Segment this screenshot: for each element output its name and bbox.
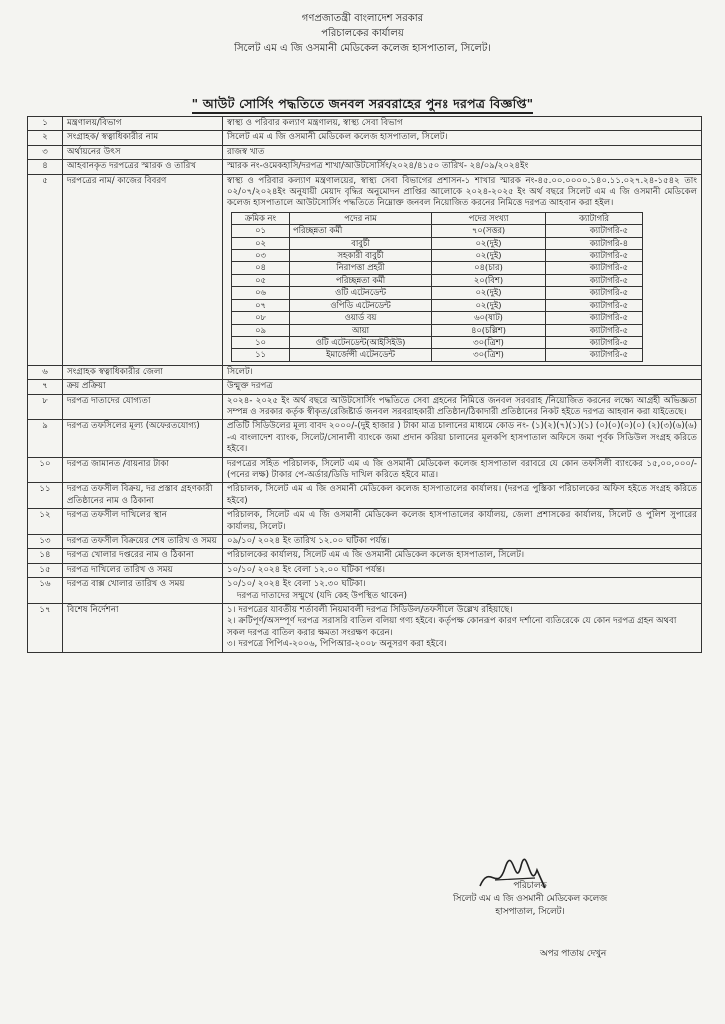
posts-row: ০২ বাবুর্চী ০২(দুই) ক্যাটাগরি-৪ [232,237,643,249]
special-instructions: ১। দরপত্রের যাবতীয় শর্তাবলী নিয়মাবলী দরপত্র সিডিউল/তফসীলে উল্লেখ রহিয়াছে। ২। ক্রটিপূর্ণ/অসম্পূর্ণ দরপত্র সরাসরি বাতিল বলিয়া গণ্য হইবে। কর্তৃপক্ষ কোনরূপ কারণ দর্শানো ব্যতিরেকে যে কোন দরপত্র গ্রহন অথবা সকল দরপত্র বাতিল করার ক্ষমতা সংরক্ষণ করেন। ৩। দরপত্রে পিপিএ-২০০৬, পিপিআর-২০০৮ অনুসরণ করা হইবে। [223,604,702,653]
table-row: ৬ সংগ্রাহক স্বত্বাধিকারীর জেলা সিলেট। [28,365,702,379]
tender-description-cell: স্বাস্থ্য ও পরিবার কল্যাণ মন্ত্রণালয়ের, স্বাস্থ্য সেবা বিভাগের প্রশাসন-১ শাখার স্মারক নং-৪৫.০০.০০০০.১৪০.১১.০২৭.২৪-১৫৪২ তাং ০২/০৭/২০২৪ইং অনুযায়ী মেয়াদ বৃদ্ধির অনুমোদন প্রাপ্তির আলোকে ২০২৪-২০২৫ ইং অর্থ বছরে সিলেট এম এ জি ওসমানী মেডিকেল কলেজ হাসপাতালে আউটসোর্সিং পদ্ধতিতে নিম্নোক্ত জনবল নিয়োজিত করনের নিমিত্তে দরপত্র আহবান করা হইল। ক্রমিক নং পদের নাম পদের সংখ্যা ক্যাটাগরি ০১ পরিচ্ছন্নতা কর্মী ৭০(সত্তর) ক্যাটাগরি-৫ ০২ বাবুর্চী ০২(দুই) ক্যাটাগরি-৪ ০৩ সহকারী বাবুর্চী ০২(দুই) ক্যাটাগরি-৫ ০৪ নিরাপত্তা প্রহরী ০৪(চার) ক্যাটাগরি-৫ ০৫ পরিচ্ছন্নতা কর্মী ২০(বিশ) ক্যাটাগরি-৫ ০৬ ওটি এটেনডেন্ট ০২(দুই) ক্যাটাগরি-৫ ০৭ ওপিডি এটেনডেন্ট ০২(দুই) ক্যাটাগরি-৫ ০৮ ওয়ার্ড বয় ৬০(ষাট) ক্যাটাগরি-৫ ০৯ আয়া ৪০(চল্লিশ) ক্যাটাগরি-৫ ১০ ওটি এটেনডেন্ট(আইসিইউ) ৩০(ত্রিশ) ক্যাটাগরি-৫ ১১ ইমার্জেন্সী এটেনডেন্ট ৩০(ত্রিশ) ক্যাটাগরি-৫ [223,174,702,365]
table-row: ১৬ দরপত্র বাক্স খোলার তারিখ ও সময় ১০/১০/ ২০২৪ ইং বেলা ১২.৩০ ঘটিকা। দরপত্র দাতাদের সম্মুখে (যদি কেহ উপস্থিত থাকেন) [28,578,702,604]
posts-table [231,212,643,362]
continue-note: অপর পাতায় দেখুন [540,949,607,959]
header-government: গণপ্রজাতন্ত্রী বাংলাদেশ সরকার [301,13,424,24]
posts-row: ০৩ সহকারী বাবুর্চী ০২(দুই) ক্যাটাগরি-৫ [232,250,643,262]
table-row: ১১ দরপত্র তফসীল বিক্রয়, দর প্রস্তাব গ্রহণকারী প্রতিষ্ঠানের নাম ও ঠিকানা পরিচালক, সিলেট এম এ জি ওসমানী মেডিকেল কলেজ হাসপাতালের কার্যালয়। (দরপত্র পুস্তিকা পরিচালকের অফিস হইতে সংগ্রহ করিতে হইবে) [28,483,702,509]
signature-block: পরিচালক সিলেট এম এ জি ওসমানী মেডিকেল কলেজ হাসপাতাল, সিলেট। [453,881,607,917]
table-row: ১৫ দরপত্র দাখিলের তারিখ ও সময় ১০/১০/ ২০২৪ ইং বেলা ১২.০০ ঘটিকা পর্যন্ত। [28,563,702,577]
posts-row: ০৮ ওয়ার্ড বয় ৬০(ষাট) ক্যাটাগরি-৫ [232,312,643,324]
table-row: ১৭ বিশেষ নির্দেশনা ১। দরপত্রের যাবতীয় শর্তাবলী নিয়মাবলী দরপত্র সিডিউল/তফসীলে উল্লেখ রহিয়াছে। ২। ক্রটিপূর্ণ/অসম্পূর্ণ দরপত্র সরাসরি বাতিল বলিয়া গণ্য হইবে। কর্তৃপক্ষ কোনরূপ কারণ দর্শানো ব্যতিরেকে যে কোন দরপত্র গ্রহন অথবা সকল দরপত্র বাতিল করার ক্ষমতা সংরক্ষণ করেন। ৩। দরপত্রে পিপিএ-২০০৬, পিপিআর-২০০৮ অনুসরণ করা হইবে। [28,604,702,653]
posts-row: ০৭ ওপিডি এটেনডেন্ট ০২(দুই) ক্যাটাগরি-৫ [232,299,643,311]
notice-title: " আউট সোর্সিং পদ্ধতিতে জনবল সরবরাহের পুনঃ দরপত্র বিজ্ঞপ্তি" [0,96,725,116]
table-row: ১৪ দরপত্র খোলার দপ্তরের নাম ও ঠিকানা পরিচালকের কার্যালয়, সিলেট এম এ জি ওসমানী মেডিকেল কলেজ হাসপাতাল, সিলেট। [28,549,702,563]
posts-row: ১০ ওটি এটেনডেন্ট(আইসিইউ) ৩০(ত্রিশ) ক্যাটাগরি-৫ [232,336,643,348]
table-row: ১২ দরপত্র তফসীল দাখিলের স্থান পরিচালক, সিলেট এম এ জি ওসমানী মেডিকেল কলেজ হাসপাতালের কার্যালয়, জেলা প্রশাসকের কার্যালয়, সিলেট ও পুলিশ সুপারের কার্যালয়, সিলেট। [28,509,702,535]
table-row: ৯ দরপত্র তফসিলের মূল্য (অফেরতযোগ্য) প্রতিটি সিডিউলের মূল্য বাবদ ২০০০/-(দুই হাজার ) টাকা মাত্র চালানের মাধ্যমে কোড নং- (১)(২)(৭)(১)(১) (০)(০)(০)(০) (২)(৩)(৬)(৬) -এ বাংলাদেশ ব্যাংক, সিলেট/সোনালী ব্যাংকে জমা প্রদান করিয়া চালানের মূলকপি হাসপাতাল অফিসে জমা পূর্বক সিডিউল সংগ্রহ করিতে হইবে। [28,420,702,457]
tender-table [27,116,702,653]
posts-row: ০১ পরিচ্ছন্নতা কর্মী ৭০(সত্তর) ক্যাটাগরি-৫ [232,225,643,237]
table-row: ৩ অর্থায়নের উৎস রাজস্ব খাত [28,145,702,159]
table-row: ১৩ দরপত্র তফসীল বিক্রয়ের শেষ তারিখ ও সময় ০৯/১০/ ২০২৪ ইং তারিখ ১২.০০ ঘটিকা পর্যন্ত। [28,535,702,549]
posts-row: ০৪ নিরাপত্তা প্রহরী ০৪(চার) ক্যাটাগরি-৫ [232,262,643,274]
header-office: পরিচালকের কার্যালয় [321,28,404,39]
posts-row: ০৫ পরিচ্ছন্নতা কর্মী ২০(বিশ) ক্যাটাগরি-৫ [232,274,643,286]
table-row: ১ মন্ত্রণালয়/বিভাগ স্বাস্থ্য ও পরিবার কল্যাণ মন্ত্রণালয়, স্বাস্থ্য সেবা বিভাগ [28,117,702,131]
header-institution: সিলেট এম এ জি ওসমানী মেডিকেল কলেজ হাসপাতাল, সিলেট। [234,43,491,54]
table-row: ৫ দরপত্রের নাম/ কাজের বিবরণ স্বাস্থ্য ও পরিবার কল্যাণ মন্ত্রণালয়ের, স্বাস্থ্য সেবা বিভাগের প্রশাসন-১ শাখার স্মারক নং-৪৫.০০.০০০০.১৪০.১১.০২৭.২৪-১৫৪২ তাং ০২/০৭/২০২৪ইং অনুযায়ী মেয়াদ বৃদ্ধির অনুমোদন প্রাপ্তির আলোকে ২০২৪-২০২৫ ইং অর্থ বছরে সিলেট এম এ জি ওসমানী মেডিকেল কলেজ হাসপাতালে আউটসোর্সিং পদ্ধতিতে নিম্নোক্ত জনবল নিয়োজিত করনের নিমিত্তে দরপত্র আহবান করা হইল। ক্রমিক নং পদের নাম পদের সংখ্যা ক্যাটাগরি ০১ পরিচ্ছন্নতা কর্মী ৭০(সত্তর) ক্যাটাগরি-৫ ০২ বাবুর্চী ০২(দুই) ক্যাটাগরি-৪ ০৩ সহকারী বাবুর্চী ০২(দুই) ক্যাটাগরি-৫ ০৪ নিরাপত্তা প্রহরী ০৪(চার) ক্যাটাগরি-৫ ০৫ পরিচ্ছন্নতা কর্মী ২০(বিশ) ক্যাটাগরি-৫ ০৬ ওটি এটেনডেন্ট ০২(দুই) ক্যাটাগরি-৫ ০৭ ওপিডি এটেনডেন্ট ০২(দুই) ক্যাটাগরি-৫ ০৮ ওয়ার্ড বয় ৬০(ষাট) ক্যাটাগরি-৫ ০৯ আয়া ৪০(চল্লিশ) ক্যাটাগরি-৫ ১০ ওটি এটেনডেন্ট(আইসিইউ) ৩০(ত্রিশ) ক্যাটাগরি-৫ ১১ ইমার্জেন্সী এটেনডেন্ট ৩০(ত্রিশ) ক্যাটাগরি-৫ [28,174,702,365]
table-row: ৪ আহবানকৃত দরপত্রের স্মারক ও তারিখ স্মারক নং-ওমেকহাসি/দরপত্র শাখা/আউটসোর্সিং/২০২৪/৪১৫০ তারিখ- ২৪/০৯/২০২৪ইং [28,160,702,174]
table-row: ১০ দরপত্র জামানত /বায়নার টাকা দরপত্রের সহিত পরিচালক, সিলেট এম এ জি ওসমানী মেডিকেল কলেজ হাসপাতাল বরাবরে যে কোন তফসিলী ব্যাংকের ১৫,০০,০০০/-(পনের লক্ষ) টাকার পে-অর্ডার/ডিডি দাখিল করিতে হইবে মাত্র। [28,457,702,483]
posts-row: ১১ ইমার্জেন্সী এটেনডেন্ট ৩০(ত্রিশ) ক্যাটাগরি-৫ [232,349,643,361]
posts-header-row: ক্রমিক নং পদের নাম পদের সংখ্যা ক্যাটাগরি [232,212,643,224]
posts-row: ০৯ আয়া ৪০(চল্লিশ) ক্যাটাগরি-৫ [232,324,643,336]
table-row: ৮ দরপত্র দাতাদের যোগ্যতা ২০২৪- ২০২৫ ইং অর্থ বছরে আউটসোর্সিং পদ্ধতিতে সেবা গ্রহনের নিমিত্তে জনবল সরবরাহ /নিয়োজিত করনের লক্ষ্যে আগ্রহী অভিজ্ঞতা সম্পন্ন ও সরকার কর্তৃক স্বীকৃত/রেজিষ্টার্ড জনবল সরবরাহকারী প্রতিষ্ঠান/ঠিকাদারী প্রতিষ্ঠানের নিকট হইতে দরপত্র আহবান করা যাইতেছে। [28,394,702,420]
table-row: ২ সংগ্রাহক/ স্বত্বাধিকারীর নাম সিলেট এম এ জি ওসমানী মেডিকেল কলেজ হাসপাতাল, সিলেট। [28,131,702,145]
table-row: ৭ ক্রয় প্রক্রিয়া উন্মুক্ত দরপত্র [28,380,702,394]
posts-row: ০৬ ওটি এটেনডেন্ট ০২(দুই) ক্যাটাগরি-৫ [232,287,643,299]
